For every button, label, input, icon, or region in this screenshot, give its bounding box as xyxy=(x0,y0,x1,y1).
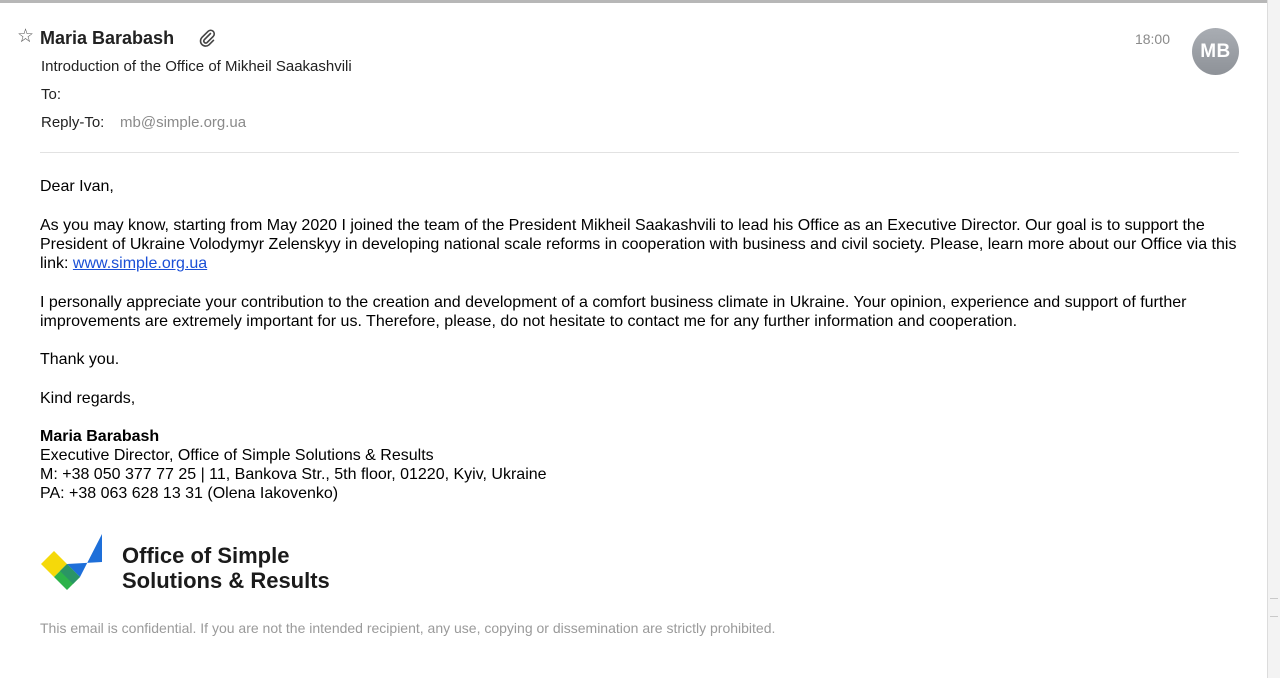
signature-mobile: M: +38 050 377 77 25 | 11, Bankova Str., 5th floor, 01220, Kyiv, Ukraine xyxy=(40,466,547,483)
logo-mark-icon xyxy=(40,532,104,596)
message-subject: Introduction of the Office of Mikheil Saakashvili xyxy=(41,58,352,75)
message-header xyxy=(0,0,1260,160)
sender-name[interactable]: Maria Barabash xyxy=(40,28,175,48)
message-time: 18:00 xyxy=(1134,31,1170,47)
paperclip-icon[interactable] xyxy=(198,27,216,47)
thanks-line: Thank you. xyxy=(40,351,120,368)
paragraph-appreciation: I personally appreciate your contribution to the creation and development of a comfort business climate in Ukraine. Your opinion, experience and support of further improvements are extremely important for us. Therefore, please, do not hesitate to contact me for any further information and cooperation. xyxy=(40,294,1187,330)
signature-block xyxy=(40,427,1250,503)
scrollbar-mark xyxy=(1270,598,1278,599)
signature-name: Maria Barabash xyxy=(40,428,160,445)
scrollbar-mark xyxy=(1270,616,1278,617)
logo-wordmark xyxy=(122,543,330,593)
reply-to-label: Reply-To: xyxy=(41,114,105,131)
signature-pa: PA: +38 063 628 13 31 (Olena Iakovenko) xyxy=(40,485,339,502)
star-icon[interactable]: ☆ xyxy=(17,26,35,47)
to-label: To: xyxy=(41,86,62,103)
paragraph-intro-text: As you may know, starting from May 2020 I joined the team of the President Mikheil Saakashvili to lead his Office as an Executive Director. Our goal is to support the President of Ukraine Volodymyr Zelenskyy in developing national scale reforms in cooperation with business and civil society. Please, learn more about our Office via this link: xyxy=(40,217,1237,272)
company-logo xyxy=(40,532,370,596)
greeting: Dear Ivan, xyxy=(40,178,114,195)
signature-title: Executive Director, Office of Simple Solutions & Results xyxy=(40,447,434,464)
header-divider xyxy=(40,152,1239,153)
regards-line: Kind regards, xyxy=(40,390,136,407)
scrollbar-track[interactable] xyxy=(1267,0,1280,678)
avatar[interactable]: MB xyxy=(1192,28,1239,75)
reply-to-address[interactable]: mb@simple.org.ua xyxy=(120,114,247,131)
paragraph-intro xyxy=(40,216,1250,273)
logo-line-2: Solutions & Results xyxy=(122,568,330,593)
logo-line-1: Office of Simple xyxy=(122,543,290,568)
website-link[interactable]: www.simple.org.ua xyxy=(72,255,208,272)
confidentiality-disclaimer: This email is confidential. If you are not the intended recipient, any use, copying or dissemination are strictly prohibited. xyxy=(40,620,776,636)
